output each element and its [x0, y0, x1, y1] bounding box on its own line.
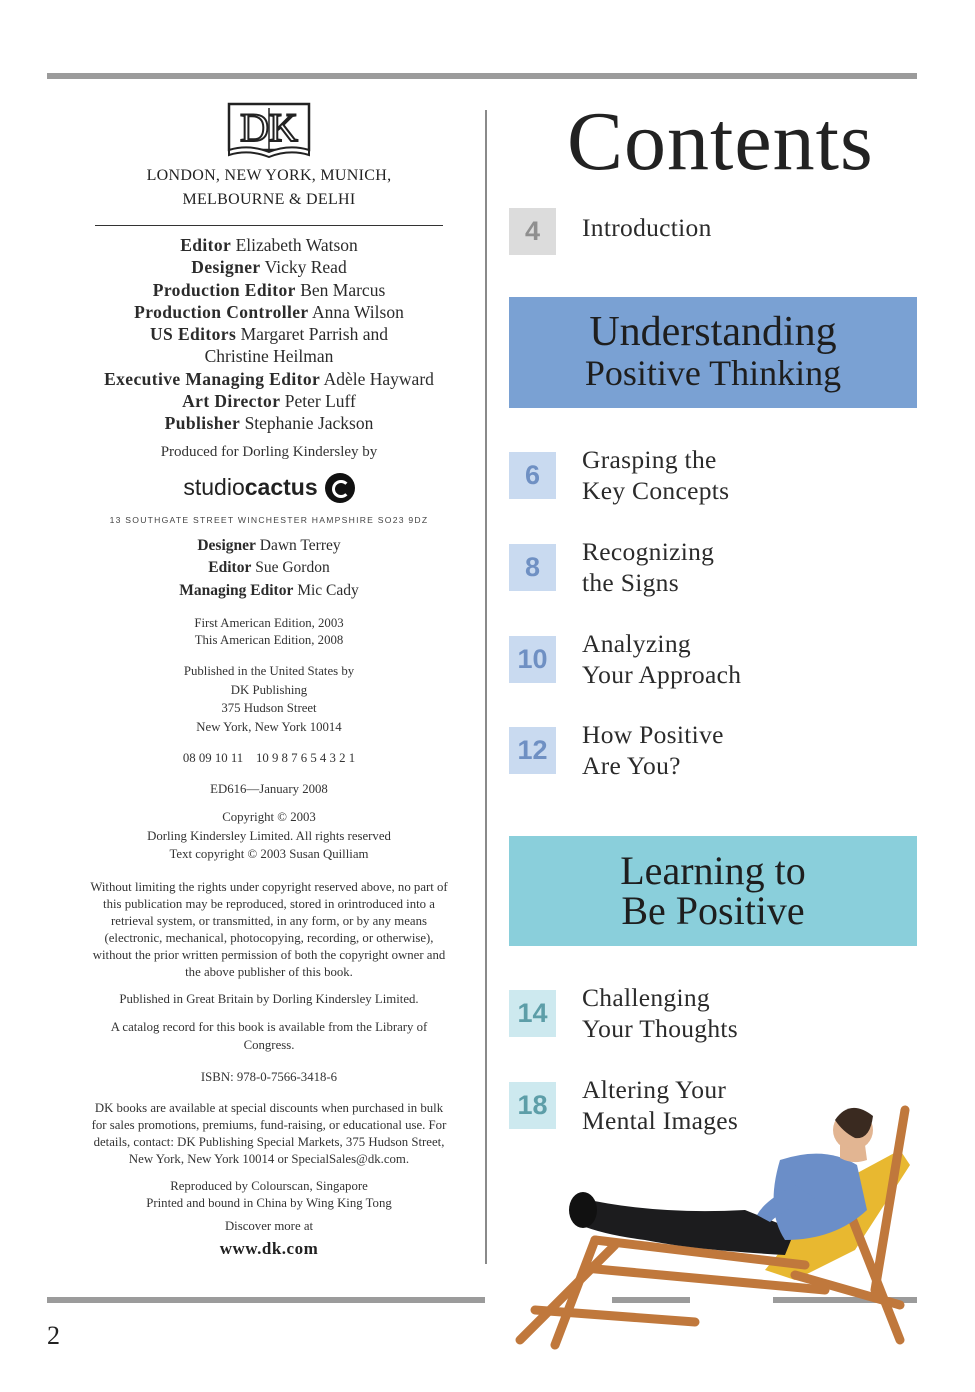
credit-line: US Editors Margaret Parrish and [150, 324, 388, 345]
copyright: Copyright © 2003 Dorling Kindersley Limited. All rights reserved Text copyright © 2003 Susan Quilliam [147, 810, 391, 862]
isbn: ISBN: 978-0-7566-3418-6 [200, 1069, 338, 1084]
credit-line: Editor Elizabeth Watson [180, 235, 358, 255]
page-number-badge: 14 [509, 990, 556, 1037]
printing-numbers: 08 09 10 11 10 9 8 7 6 5 4 3 2 1 [182, 751, 356, 766]
credit-line: Production Editor Ben Marcus [152, 279, 386, 300]
page-number-badge: 18 [509, 1082, 556, 1129]
produced-for: Produced for Dorling Kindersley by [160, 443, 378, 460]
dk-credits [80, 234, 458, 435]
toc-entry-title: Introduction [582, 213, 712, 242]
us-publisher: Published in the United States by DK Publishing 375 Hudson Street New York, New York 10014 [183, 664, 355, 734]
page-number-badge: 4 [509, 208, 556, 255]
page-number-badge: 12 [509, 727, 556, 774]
rights-paragraph: Without limiting the rights under copyright reserved above, no part of this publication may be reproduced, stored in orintroduced into a retrieval system, or transmitted, in any form, or by any means (electronic, mechanical, photocopying, recording, or otherwise), without the prior written permission of both the copyright owner and the above publisher of this book. [90, 879, 448, 979]
catalog-record: A catalog record for this book is available from the Library of Congress. [110, 1019, 428, 1053]
credit-line: Christine Heilman [204, 346, 334, 367]
section-heading-line: Be Positive [621, 888, 805, 933]
svg-text:DK: DK [240, 105, 298, 150]
credit-line: Designer Dawn Terrey [197, 536, 341, 554]
website-link[interactable]: www.dk.com [219, 1238, 319, 1258]
discover-more: Discover more at [224, 1218, 314, 1233]
section-heading-line: Positive Thinking [584, 353, 842, 393]
studio-cactus-logo: studio cactus [80, 473, 458, 503]
column-divider [485, 110, 487, 1264]
credit-line: Publisher Stephanie Jackson [164, 413, 374, 434]
page-number-badge: 6 [509, 452, 556, 499]
dk-logo [226, 100, 312, 158]
section-heading-learning[interactable] [509, 836, 917, 946]
toc-entry-title: Altering Your Mental Images [582, 1075, 739, 1135]
top-rule [47, 73, 917, 79]
credit-line: Editor Sue Gordon [208, 559, 330, 577]
publisher-cities: LONDON, NEW YORK, MUNICH, MELBOURNE & DELHI [146, 167, 392, 208]
credit-line: Managing Editor Mic Cady [179, 581, 359, 599]
toc-entry-title: Analyzing Your Approach [582, 629, 742, 689]
edition-info: First American Edition, 2003 This American Edition, 2008 [194, 616, 344, 648]
contents-title: Contents [567, 95, 874, 188]
section-heading-understanding[interactable] [509, 297, 917, 408]
studio-credits [80, 535, 458, 603]
deck-chair-illustration [495, 1090, 925, 1355]
credit-line: Art Director Peter Luff [182, 391, 356, 412]
section-heading-line: Learning to [620, 848, 806, 893]
page-number-badge: 8 [509, 544, 556, 591]
bottom-rule-left [47, 1297, 485, 1303]
credit-line: Executive Managing Editor Adèle Hayward [104, 368, 434, 389]
published-great-britain: Published in Great Britain by Dorling Kindersley Limited. [119, 991, 419, 1006]
printing-credits: Reproduced by Colourscan, Singapore Printed and bound in China by Wing King Tong [146, 1178, 392, 1210]
credit-line: Production Controller Anna Wilson [134, 301, 404, 322]
toc-entry-title: How Positive Are You? [582, 720, 724, 780]
studio-address: 13 SOUTHGATE STREET WINCHESTER HAMPSHIRE SO23 9DZ [109, 514, 429, 525]
imprint-column [80, 100, 458, 1259]
credit-line: Designer Vicky Read [191, 257, 347, 278]
toc-entry-title: Grasping the Key Concepts [582, 445, 730, 505]
toc-entry-title: Challenging Your Thoughts [582, 983, 739, 1043]
shoes [569, 1192, 597, 1228]
cactus-c-icon [325, 473, 355, 503]
section-heading-line: Understanding [589, 309, 837, 355]
imprint-divider [95, 225, 443, 226]
special-discounts: DK books are available at special discounts when purchased in bulk for sales promotions, premiums, fund-raising, or educational use. For details, contact: DK Publishing Special Markets, 375 Hudson Street, New York, New York 10014 or SpecialSales@dk.com. [91, 1100, 447, 1166]
page-number-badge: 10 [509, 636, 556, 683]
page-number: 2 [47, 1321, 60, 1350]
edition-code: ED616—January 2008 [210, 782, 328, 797]
toc-entry-title: Recognizing the Signs [582, 537, 715, 597]
